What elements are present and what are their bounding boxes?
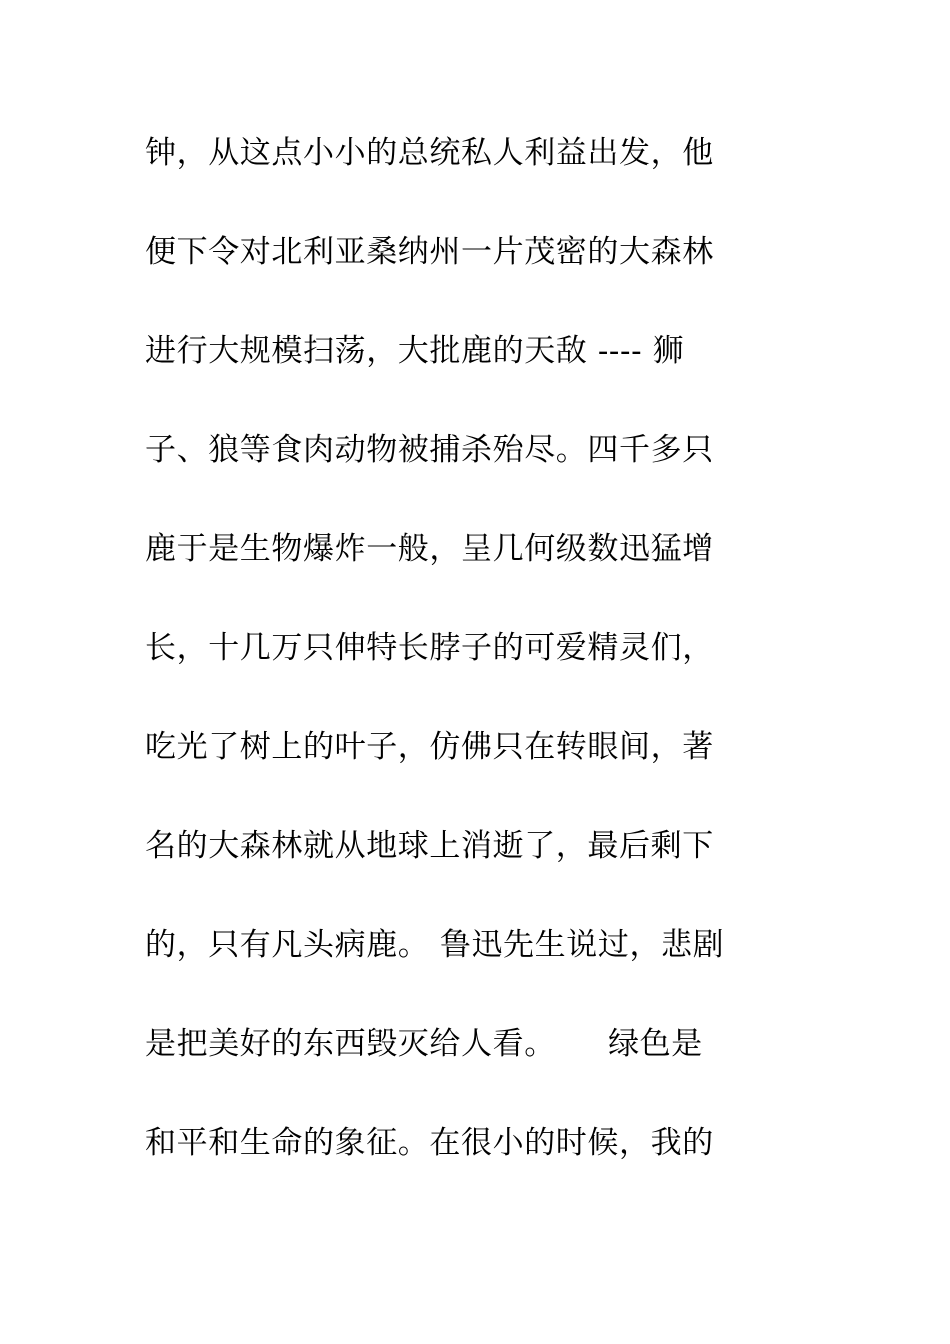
text-line-4: 子、狼等食肉动物被捕杀殆尽。四千多只 [145, 432, 714, 468]
text-line-9: 的，只有凡头病鹿。 鲁迅先生说过，悲剧 [145, 927, 725, 963]
body-text [145, 122, 825, 1211]
text-line-5: 鹿于是生物爆炸一般，呈几何级数迅猛增 [145, 531, 714, 567]
text-line-2: 便下令对北利亚桑纳州一片茂密的大森林 [145, 234, 714, 270]
text-line-3: 进行大规模扫荡，大批鹿的天敌 ---- 狮 [145, 333, 685, 369]
text-line-6: 长，十几万只伸特长脖子的可爱精灵们， [145, 630, 714, 666]
text-line-7: 吃光了树上的叶子，仿佛只在转眼间，著 [145, 729, 714, 765]
text-line-11: 和平和生命的象征。在很小的时候，我的 [145, 1125, 714, 1161]
text-line-10: 是把美好的东西毁灭给人看。 绿色是 [145, 1026, 703, 1062]
text-line-8: 名的大森林就从地球上消逝了，最后剩下 [145, 828, 714, 864]
text-line-1: 钟，从这点小小的总统私人利益出发，他 [145, 135, 714, 171]
